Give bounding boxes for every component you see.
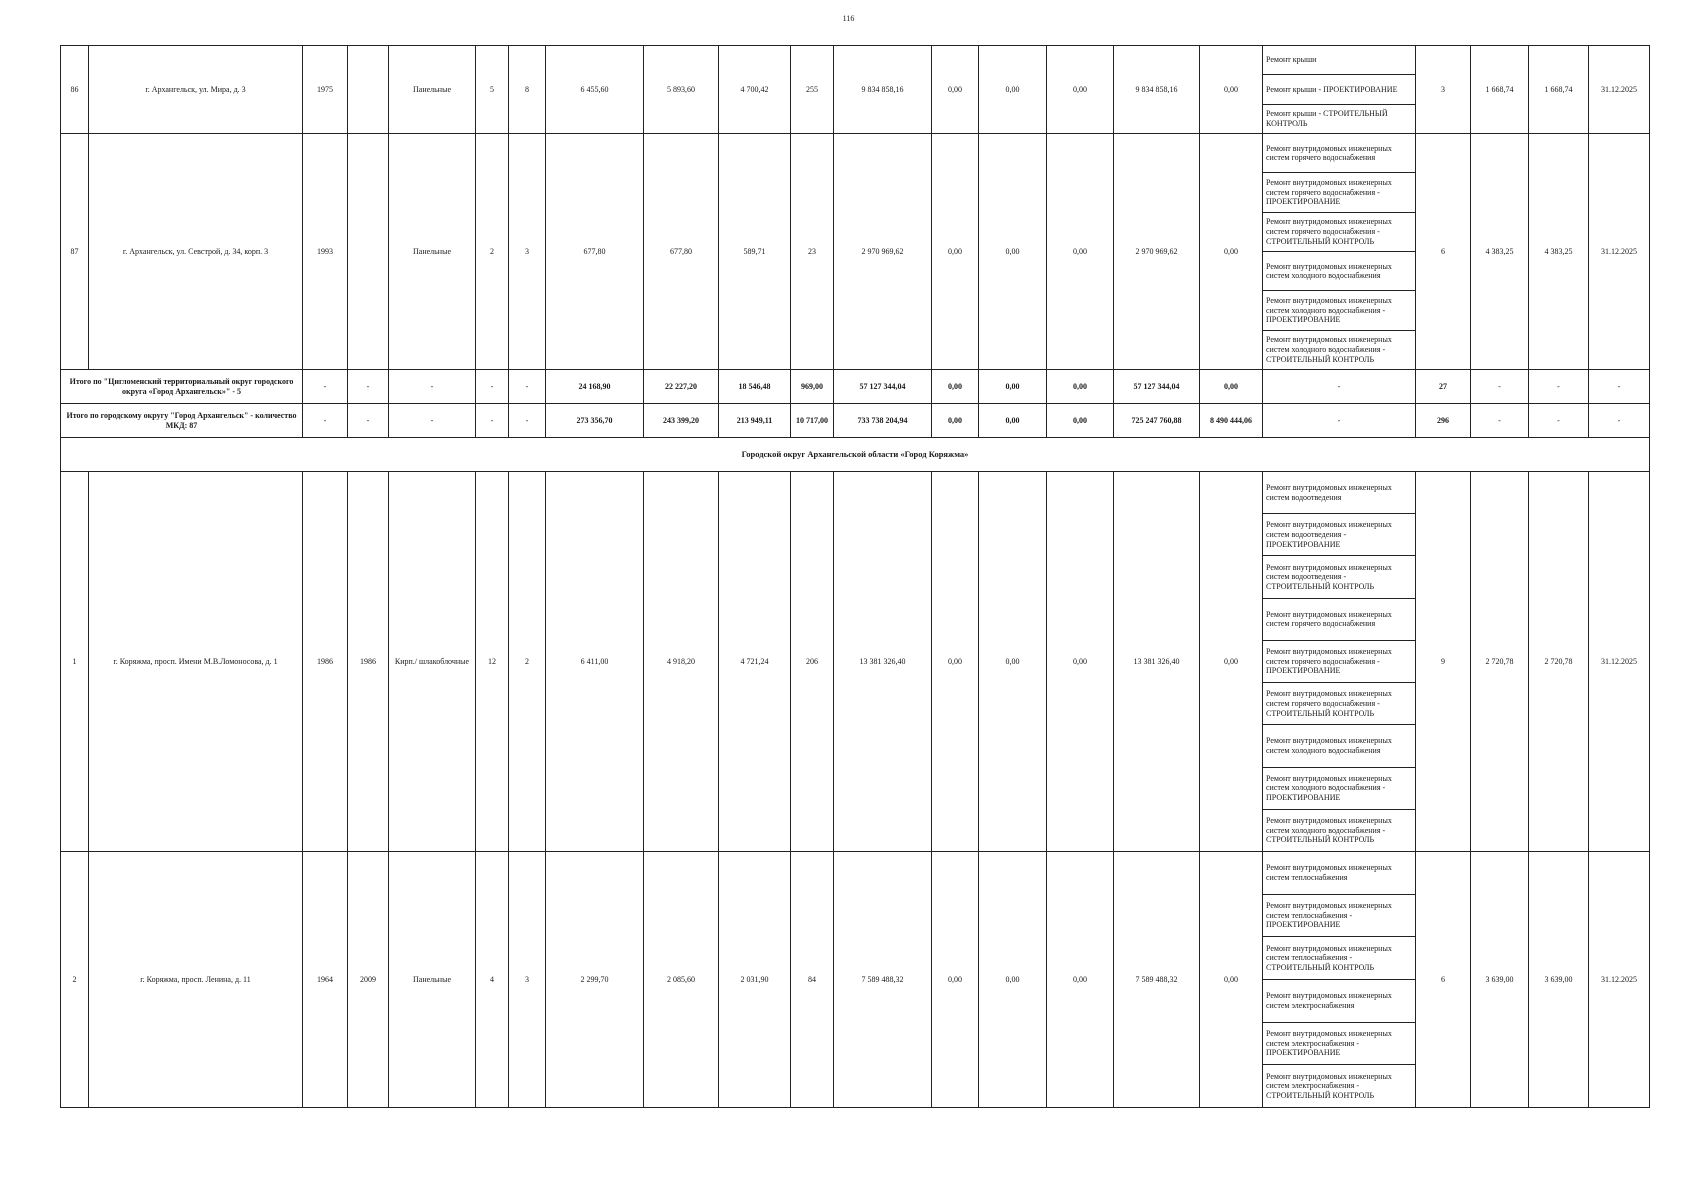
address: г. Коряжма, просп. Ленина, д. 11 [89, 852, 303, 1108]
total-fund-regional: 0,00 [979, 370, 1047, 404]
total-dash: - [1263, 404, 1416, 438]
work-item: Ремонт крыши [1263, 46, 1415, 75]
work-count: 6 [1416, 852, 1471, 1108]
wall-material: Кирп./ шлакоблочные [389, 472, 476, 852]
work-item: Ремонт крыши - ПРОЕКТИРОВАНИЕ [1263, 75, 1415, 104]
fund-local: 0,00 [1047, 852, 1114, 1108]
fund-regional: 0,00 [979, 852, 1047, 1108]
fund-other: 0,00 [1200, 472, 1263, 852]
work-item: Ремонт крыши - СТРОИТЕЛЬНЫЙ КОНТРОЛЬ [1266, 109, 1388, 128]
row-number: 1 [61, 472, 89, 852]
total-fund-owners: 57 127 344,04 [1114, 370, 1200, 404]
work-item: Ремонт внутридомовых инженерных систем водоотведения [1263, 472, 1415, 514]
fund-federal: 0,00 [932, 472, 979, 852]
floors: 5 [476, 46, 509, 134]
work-item: Ремонт внутридомовых инженерных систем водоотведения - ПРОЕКТИРОВАНИЕ [1263, 514, 1415, 556]
floors: 4 [476, 852, 509, 1108]
total-row [61, 404, 1650, 438]
wall-material: Панельные [389, 134, 476, 370]
work-item: Ремонт внутридомовых инженерных систем горячего водоснабжения - СТРОИТЕЛЬНЫЙ КОНТРОЛЬ [1263, 683, 1415, 725]
table-row [61, 472, 1650, 852]
total-dash: - [1263, 370, 1416, 404]
work-item: Ремонт внутридомовых инженерных систем электроснабжения - ПРОЕКТИРОВАНИЕ [1263, 1023, 1415, 1066]
cost-total: 9 834 858,16 [834, 46, 932, 134]
total-residents: 969,00 [791, 370, 834, 404]
year-overhaul: 1986 [348, 472, 389, 852]
entrances: 3 [509, 852, 546, 1108]
area-total: 6 411,00 [546, 472, 644, 852]
work-count: 6 [1416, 134, 1471, 370]
total-area-total: 24 168,90 [546, 370, 644, 404]
total-dash: - [389, 404, 476, 438]
unit-cost-max: 4 383,25 [1529, 134, 1589, 370]
floors: 2 [476, 134, 509, 370]
cost-total: 7 589 488,32 [834, 852, 932, 1108]
entrances: 2 [509, 472, 546, 852]
total-dash: - [348, 404, 389, 438]
works-cell [1263, 472, 1416, 852]
floors: 12 [476, 472, 509, 852]
fund-owners: 9 834 858,16 [1114, 46, 1200, 134]
total-area-residential: 213 949,11 [719, 404, 791, 438]
area-residential: 4 721,24 [719, 472, 791, 852]
area-residential: 2 031,90 [719, 852, 791, 1108]
total-fund-regional: 0,00 [979, 404, 1047, 438]
work-item: Ремонт внутридомовых инженерных систем теплоснабжения - ПРОЕКТИРОВАНИЕ [1263, 895, 1415, 938]
area-residential: 589,71 [719, 134, 791, 370]
address: г. Архангельск, ул. Севстрой, д. 34, корп. 3 [89, 134, 303, 370]
year-built: 1986 [303, 472, 348, 852]
area-total: 677,80 [546, 134, 644, 370]
work-item: Ремонт внутридомовых инженерных систем холодного водоснабжения - СТРОИТЕЛЬНЫЙ КОНТРОЛЬ [1266, 335, 1392, 364]
fund-other: 0,00 [1200, 134, 1263, 370]
fund-local: 0,00 [1047, 134, 1114, 370]
area-premises: 5 893,60 [644, 46, 719, 134]
year-built: 1964 [303, 852, 348, 1108]
area-premises: 677,80 [644, 134, 719, 370]
work-item: Ремонт внутридомовых инженерных систем холодного водоснабжения [1263, 725, 1415, 767]
year-overhaul: 2009 [348, 852, 389, 1108]
deadline: 31.12.2025 [1589, 134, 1650, 370]
total-dash: - [509, 370, 546, 404]
year-overhaul [348, 134, 389, 370]
entrances: 8 [509, 46, 546, 134]
area-premises: 4 918,20 [644, 472, 719, 852]
total-area-total: 273 356,70 [546, 404, 644, 438]
total-label: Итого по городскому округу "Город Архангельск" - количество МКД: 87 [61, 404, 303, 438]
work-item: Ремонт внутридомовых инженерных систем теплоснабжения [1263, 852, 1415, 895]
residents: 23 [791, 134, 834, 370]
total-cost: 57 127 344,04 [834, 370, 932, 404]
row-number: 86 [61, 46, 89, 134]
total-dash: - [303, 404, 348, 438]
capital-repair-table [60, 45, 1650, 1108]
residents: 206 [791, 472, 834, 852]
area-total: 2 299,70 [546, 852, 644, 1108]
unit-cost: 3 639,00 [1471, 852, 1529, 1108]
works-cell [1263, 46, 1416, 134]
total-dash: - [1529, 404, 1589, 438]
work-count: 9 [1416, 472, 1471, 852]
total-dash: - [1471, 370, 1529, 404]
section-row [61, 438, 1650, 472]
deadline: 31.12.2025 [1589, 852, 1650, 1108]
total-fund-other: 8 490 444,06 [1200, 404, 1263, 438]
fund-local: 0,00 [1047, 472, 1114, 852]
total-dash: - [303, 370, 348, 404]
address: г. Архангельск, ул. Мира, д. 3 [89, 46, 303, 134]
total-dash: - [476, 404, 509, 438]
work-item: Ремонт внутридомовых инженерных систем холодного водоснабжения - СТРОИТЕЛЬНЫЙ КОНТРОЛЬ [1266, 815, 1392, 845]
total-dash: - [389, 370, 476, 404]
total-fund-owners: 725 247 760,88 [1114, 404, 1200, 438]
total-cost: 733 738 204,94 [834, 404, 932, 438]
total-dash: - [348, 370, 389, 404]
unit-cost-max: 2 720,78 [1529, 472, 1589, 852]
fund-other: 0,00 [1200, 46, 1263, 134]
work-item: Ремонт внутридомовых инженерных систем холодного водоснабжения - ПРОЕКТИРОВАНИЕ [1263, 291, 1415, 330]
entrances: 3 [509, 134, 546, 370]
year-overhaul [348, 46, 389, 134]
total-residents: 10 717,00 [791, 404, 834, 438]
work-item: Ремонт внутридомовых инженерных систем электроснабжения [1263, 980, 1415, 1023]
total-work-count: 27 [1416, 370, 1471, 404]
work-item: Ремонт внутридомовых инженерных систем горячего водоснабжения - ПРОЕКТИРОВАНИЕ [1263, 173, 1415, 212]
table-row [61, 134, 1650, 370]
total-dash: - [1471, 404, 1529, 438]
unit-cost: 4 383,25 [1471, 134, 1529, 370]
total-dash: - [1529, 370, 1589, 404]
work-item: Ремонт внутридомовых инженерных систем горячего водоснабжения [1263, 134, 1415, 173]
unit-cost-max: 3 639,00 [1529, 852, 1589, 1108]
total-dash: - [1589, 404, 1650, 438]
row-number: 87 [61, 134, 89, 370]
cost-total: 2 970 969,62 [834, 134, 932, 370]
total-dash: - [509, 404, 546, 438]
fund-owners: 2 970 969,62 [1114, 134, 1200, 370]
fund-local: 0,00 [1047, 46, 1114, 134]
work-count: 3 [1416, 46, 1471, 134]
cost-total: 13 381 326,40 [834, 472, 932, 852]
address: г. Коряжма, просп. Имени М.В.Ломоносова, д. 1 [89, 472, 303, 852]
work-item: Ремонт внутридомовых инженерных систем холодного водоснабжения - ПРОЕКТИРОВАНИЕ [1263, 768, 1415, 810]
table-row [61, 46, 1650, 134]
page-number: 116 [842, 14, 855, 23]
total-fund-local: 0,00 [1047, 404, 1114, 438]
total-fund-federal: 0,00 [932, 404, 979, 438]
area-total: 6 455,60 [546, 46, 644, 134]
unit-cost-max: 1 668,74 [1529, 46, 1589, 134]
fund-owners: 13 381 326,40 [1114, 472, 1200, 852]
area-residential: 4 700,42 [719, 46, 791, 134]
wall-material: Панельные [389, 852, 476, 1108]
works-cell [1263, 852, 1416, 1108]
fund-federal: 0,00 [932, 46, 979, 134]
total-area-premises: 243 399,20 [644, 404, 719, 438]
table-row [61, 852, 1650, 1108]
wall-material: Панельные [389, 46, 476, 134]
fund-owners: 7 589 488,32 [1114, 852, 1200, 1108]
fund-federal: 0,00 [932, 852, 979, 1108]
total-area-premises: 22 227,20 [644, 370, 719, 404]
unit-cost: 2 720,78 [1471, 472, 1529, 852]
work-item: Ремонт внутридомовых инженерных систем горячего водоснабжения - СТРОИТЕЛЬНЫЙ КОНТРОЛЬ [1263, 213, 1415, 252]
work-item: Ремонт внутридомовых инженерных систем горячего водоснабжения - ПРОЕКТИРОВАНИЕ [1263, 641, 1415, 683]
section-title: Городской округ Архангельской области «Город Коряжма» [61, 438, 1650, 472]
works-cell [1263, 134, 1416, 370]
total-fund-federal: 0,00 [932, 370, 979, 404]
work-item: Ремонт внутридомовых инженерных систем электроснабжения - СТРОИТЕЛЬНЫЙ КОНТРОЛЬ [1266, 1071, 1392, 1100]
year-built: 1975 [303, 46, 348, 134]
fund-regional: 0,00 [979, 472, 1047, 852]
work-item: Ремонт внутридомовых инженерных систем водоотведения - СТРОИТЕЛЬНЫЙ КОНТРОЛЬ [1263, 556, 1415, 598]
fund-regional: 0,00 [979, 134, 1047, 370]
total-area-residential: 18 546,48 [719, 370, 791, 404]
total-dash: - [1589, 370, 1650, 404]
residents: 84 [791, 852, 834, 1108]
total-fund-local: 0,00 [1047, 370, 1114, 404]
total-work-count: 296 [1416, 404, 1471, 438]
deadline: 31.12.2025 [1589, 472, 1650, 852]
total-label: Итого по "Цигломенский территориальный округ городского округа «Город Архангельск»" - 5 [61, 370, 303, 404]
work-item: Ремонт внутридомовых инженерных систем горячего водоснабжения [1263, 599, 1415, 641]
residents: 255 [791, 46, 834, 134]
area-premises: 2 085,60 [644, 852, 719, 1108]
work-item: Ремонт внутридомовых инженерных систем холодного водоснабжения [1263, 252, 1415, 291]
fund-federal: 0,00 [932, 134, 979, 370]
year-built: 1993 [303, 134, 348, 370]
fund-regional: 0,00 [979, 46, 1047, 134]
unit-cost: 1 668,74 [1471, 46, 1529, 134]
work-item: Ремонт внутридомовых инженерных систем теплоснабжения - СТРОИТЕЛЬНЫЙ КОНТРОЛЬ [1263, 937, 1415, 980]
total-dash: - [476, 370, 509, 404]
total-fund-other: 0,00 [1200, 370, 1263, 404]
total-row [61, 370, 1650, 404]
fund-other: 0,00 [1200, 852, 1263, 1108]
row-number: 2 [61, 852, 89, 1108]
deadline: 31.12.2025 [1589, 46, 1650, 134]
